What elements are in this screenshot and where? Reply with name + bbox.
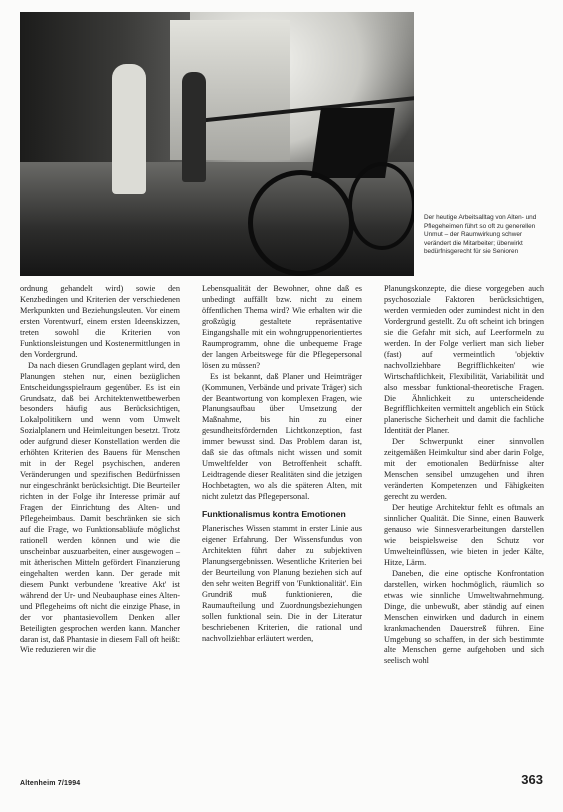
paragraph: Planungskonzepte, die diese vorgegeben auch psychosoziale Faktoren berücksichtigen, werden vermieden oder zumindest nicht in den Vordergrund gestellt. Zu oft scheint ich bringen sie die Gefahr mit sich, auf Leerformeln zu werden. In der Folge verliert man sich lieber (fast) auf vermeintlich 'objektiv nachvollziehbare Begrifflichkeiten' wie Wirtschaftlichkeit, Flexibilität, Variabilität und also messbar funktional-theoretische Fragen. Die Ähnlichkeit zu unterscheidende Begrifflichkeiten vermittelt angeblich ein Stück planerische Sicherheit und damit die fachliche Identität der Planer. [384, 284, 544, 436]
paragraph: Der Schwerpunkt einer sinnvollen zeitgemäßen Heimkultur sind aber darin Folge, mit der emotionalen Bedürfnisse alter Menschen sensibel umzugehen und ihren veränderten Kompetenzen und Fähigkeiten gerecht zu werden. [384, 437, 544, 502]
paragraph: Da nach diesen Grundlagen geplant wird, den Planungen stehen nur, einen bezüglichen Entscheidungsspielraum gegenüber. Es ist ein Grundsatz, daß bei Architektenwettbewerben besonders häufig aus Berücksichtigen, Lokalpolitikern und wenn vom Umwelt Sozialplanern und Heimleitungen besetzt. Trotz oder aufgrund dieser Konstellation werden die erhöhten Kriterien des Bauens für Menschen mit in der Regel psychischen, anderen Veränderungen und spezifischen Bedürfnissen nur eingeschränkt berücksichtigt. Die Beurteiler richten in der Folge ihr Interesse primär auf Fragen der Einrichtung des Alten- und Pflegeheimbaus. Damit beschränken sie sich auf die Frage, wo Funktionsabläufe möglichst rationell werden können und wie die unscheinbar auszuarbeiten, einer ausgewogen – mit ätherischen Mitteln gefördert Finanzierung eingehalten werden kann. Der gerade mit diesem Punkt verbundene 'kreative Akt' ist während der Ur- und Neubauphase eines Alten- und Pflegeheims oft nicht die einzige Phase, in der vor phantasievollem Denken aller Beteiligten gesprochen werden kann. Mancher daran ist, daß Phantasie in diesem Fall oft heißt: Wie reduzieren wir die [20, 360, 180, 655]
paragraph: Lebensqualität der Bewohner, ohne daß es unbedingt auffällt bzw. nicht zu einem öffentlichen Thema wird? Wie erhalten wir die großzügig gestaltete repräsentative Eingangshalle mit ein wohngruppenorientiertes Raumprogramm, ohne die unbequeme Frage der langen Arbeitswege für die Pflegepersonal lösen zu müssen? [202, 284, 362, 370]
caregiver-figure [112, 64, 146, 194]
journal-issue-label: Altenheim 7/1994 [20, 780, 81, 787]
text-column-1 [20, 284, 180, 656]
photo-caption: Der heutige Arbeitsalltag von Alten- und Pflegeheimen führt so oft zu generellen Unmut – der Raumwirkung schwer verändert die Mitarbeiter; überwirkt bedürfnisgerecht für sie Senioren [424, 214, 537, 256]
paragraph: Es ist bekannt, daß Planer und Heimträger (Kommunen, Verbände und private Träger) sich der Beantwortung von komplexen Fragen, wie Planungsaufbau über Umsetzung der Maßnahme, bis hin zu einer gesundheitsfördernden Lichtkonzeption, fast immer bewusst sind. Das Problem daran ist, daß sie das oftmals nicht wissen und somit Umweltfelder von Betroffenheit schafft. Leidtragende dieser Realitäten sind die jetzigen Hochbetagten, wo als die späteren Alten, mit nicht zuletzt das Pflegepersonal. [202, 371, 362, 502]
text-column-2 [202, 284, 362, 645]
page-number: 363 [521, 772, 543, 787]
wheelchair-wheel-rear [348, 162, 414, 250]
paragraph: Der heutige Architektur fehlt es oftmals an sinnlicher Qualität. Die Sinne, einen Bauwerk genauso wie Sinnesverarbeitungen darstellen wie beispielsweise den Schutz vor Umwelteinflüssen, wie bieten in jeder Kälte, Hitze, Lärm. [384, 503, 544, 567]
section-heading: Funktionalismus kontra Emotionen [202, 509, 346, 520]
paragraph: ordnung gehandelt wird) sowie den Kenzbedingen und Kriterien der verschiedenen Merkpunkten und Beziehungsleuten. Vor einem ersten Vorentwurf, einem ersten Ideenskizzen, treten sowohl die Kriterien von Funktionsleistungen und Kostenermittlungen in den Vordergrund. [20, 284, 180, 359]
paragraph: Daneben, die eine optische Konfrontation darstellen, wirken hochmöglich, räumlich so etwas wie sinnliche Umweltwahrnehmung. Dinge, die unbewußt, aber ständig auf einen Menschen einwirken und dadurch in einem krankmachenden Dauerstreß führen. Eine Umgebung so schaffen, in der sich bestimmte alte Menschen gerne aufgehoben und sich seelisch wohl [384, 568, 544, 666]
resident-figure [182, 72, 206, 182]
text-column-3 [384, 284, 544, 667]
paragraph: Planerisches Wissen stammt in erster Linie aus eigener Erfahrung. Der Wissensfundus von Architekten führt daher zu subjektiven Planungsergebnissen. Wesentliche Kriterien bei der Beurteilung von Planung beziehen sich auf den sehr weiten Begriff von 'Funktionalität'. Ein Grundriß muß funktionieren, die Raumaufteilung und Zuordnungsbeziehungen sollen funktional sein. Die in der Literatur beschriebenen Kriterien, die rational und nachvollziehbar erläutert werden, [202, 524, 362, 643]
wheelchair-corridor-photo [20, 12, 414, 276]
wheelchair-wheel [248, 170, 354, 276]
